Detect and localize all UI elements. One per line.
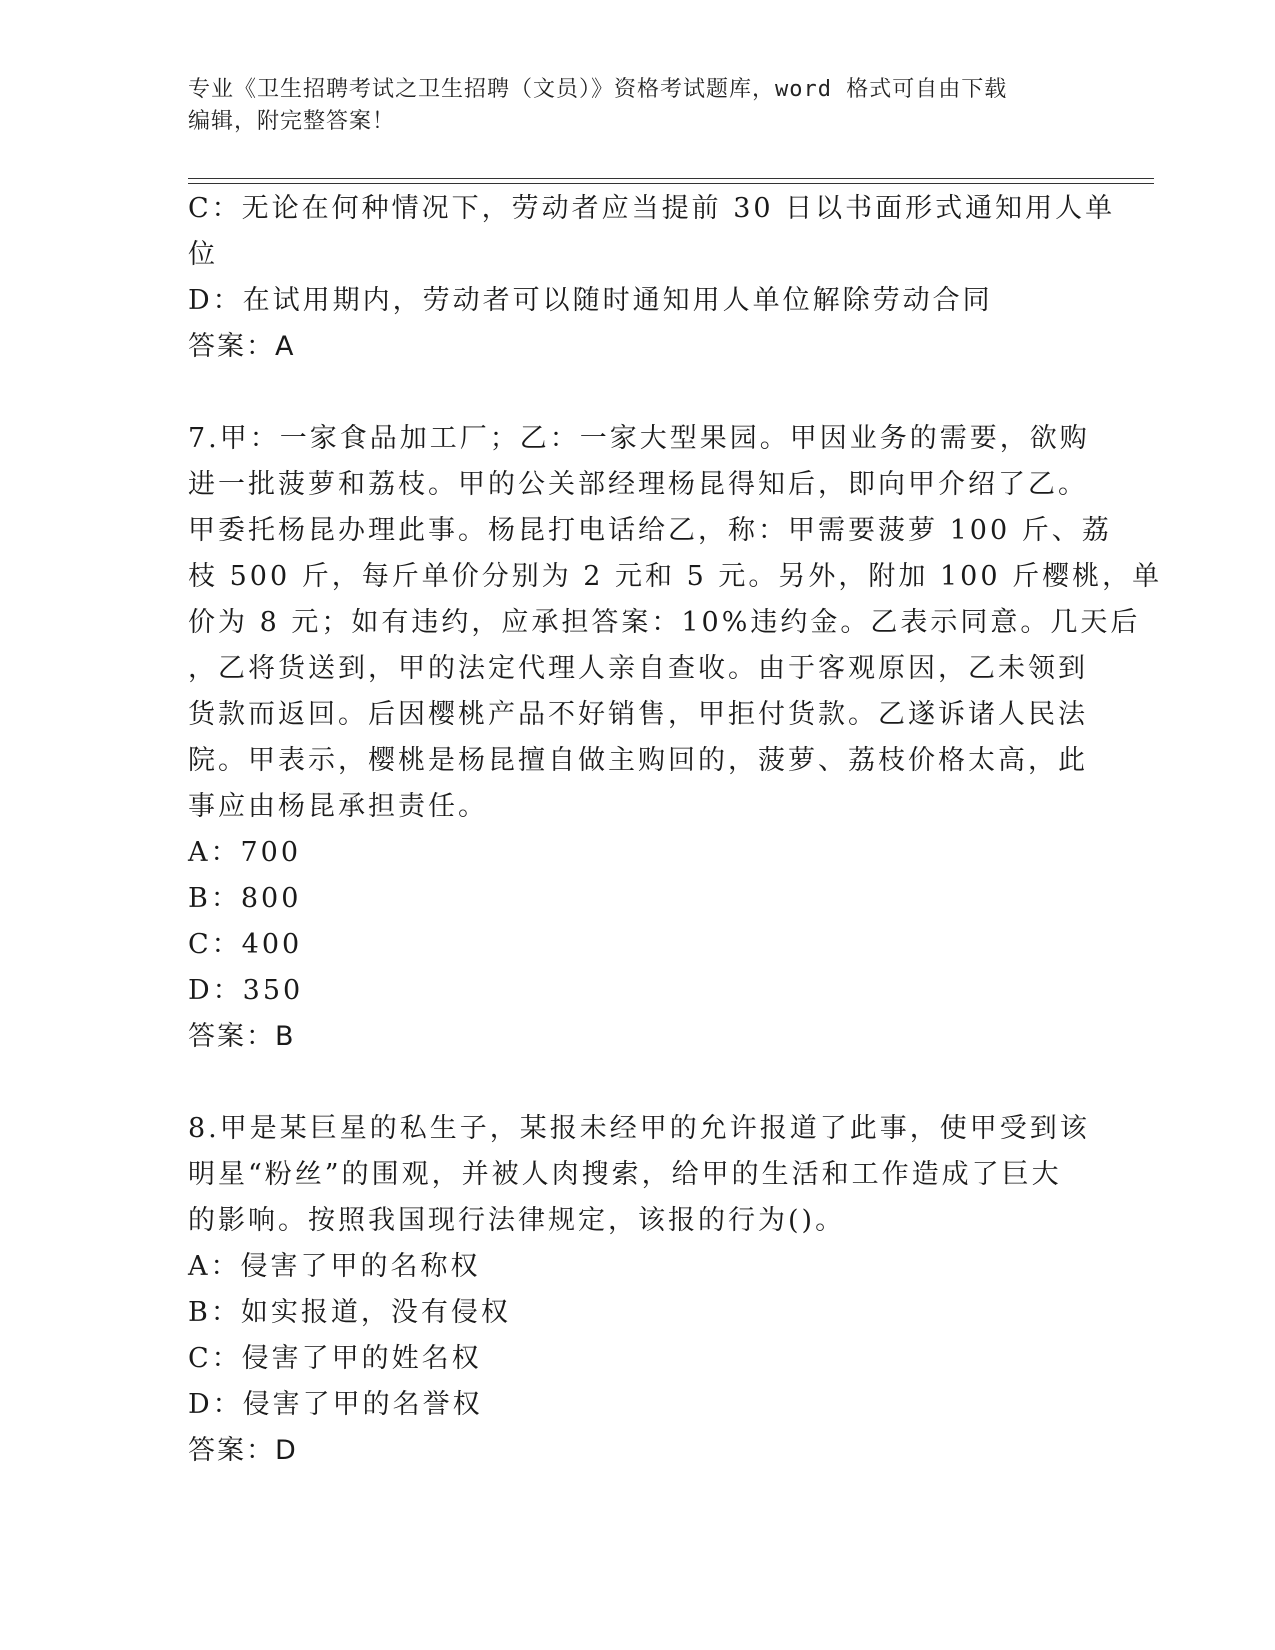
- question-text-line: 明星“粉丝”的围观，并被人肉搜索，给甲的生活和工作造成了巨大: [188, 1159, 1062, 1190]
- header-divider-top: [188, 178, 1154, 179]
- question-7: [188, 416, 1163, 1060]
- header-divider-bottom: [188, 183, 1154, 184]
- spacer: [188, 1060, 1088, 1106]
- question-text-line: 事应由杨昆承担责任。: [188, 791, 488, 822]
- answer-label: 答案：B: [188, 1021, 296, 1052]
- question-text-line: 枝 500 斤，每斤单价分别为 2 元和 5 元。另外，附加 100 斤樱桃，单: [188, 561, 1163, 592]
- option-a: A：700: [188, 837, 302, 868]
- option-c-continued: 位: [188, 239, 218, 270]
- question-text-line: ，乙将货送到，甲的法定代理人亲自查收。由于客观原因，乙未领到: [188, 653, 1088, 684]
- option-c: C：无论在何种情况下，劳动者应当提前 30 日以书面形式通知用人单: [188, 193, 1116, 224]
- question-text-line: 7.甲：一家食品加工厂；乙：一家大型果园。甲因业务的需要，欲购: [188, 423, 1090, 454]
- option-c: C：400: [188, 929, 303, 960]
- answer-label: 答案：A: [188, 331, 296, 362]
- header-line-2: 编辑，附完整答案！: [188, 109, 396, 134]
- question-8: [188, 1106, 1088, 1474]
- spacer: [188, 370, 1088, 416]
- option-b: B：800: [188, 883, 302, 914]
- question-text-line: 价为 8 元；如有违约，应承担答案：10%违约金。乙表示同意。几天后: [188, 607, 1141, 638]
- question-text-line: 甲委托杨昆办理此事。杨昆打电话给乙，称：甲需要菠萝 100 斤、荔: [188, 515, 1112, 546]
- question-text-line: 货款而返回。后因樱桃产品不好销售，甲拒付货款。乙遂诉诸人民法: [188, 699, 1088, 730]
- option-d: D：350: [188, 975, 304, 1006]
- question-text-line: 进一批菠萝和荔枝。甲的公关部经理杨昆得知后，即向甲介绍了乙。: [188, 469, 1088, 500]
- question-text-line: 的影响。按照我国现行法律规定，该报的行为()。: [188, 1205, 846, 1236]
- answer-label: 答案：D: [188, 1435, 298, 1466]
- option-d: D：在试用期内，劳动者可以随时通知用人单位解除劳动合同: [188, 285, 993, 316]
- previous-question-tail: [188, 186, 1116, 370]
- document-header: [188, 74, 1088, 138]
- option-c: C：侵害了甲的姓名权: [188, 1343, 482, 1374]
- option-d: D：侵害了甲的名誉权: [188, 1389, 483, 1420]
- document-body: [188, 186, 1163, 1474]
- question-text-line: 8.甲是某巨星的私生子，某报未经甲的允许报道了此事，使甲受到该: [188, 1113, 1090, 1144]
- option-a: A：侵害了甲的名称权: [188, 1251, 481, 1282]
- question-text-line: 院。甲表示，樱桃是杨昆擅自做主购回的，菠萝、荔枝价格太高，此: [188, 745, 1088, 776]
- option-b: B：如实报道，没有侵权: [188, 1297, 511, 1328]
- header-line-1: 专业《卫生招聘考试之卫生招聘（文员）》资格考试题库，word 格式可自由下载: [188, 77, 1008, 102]
